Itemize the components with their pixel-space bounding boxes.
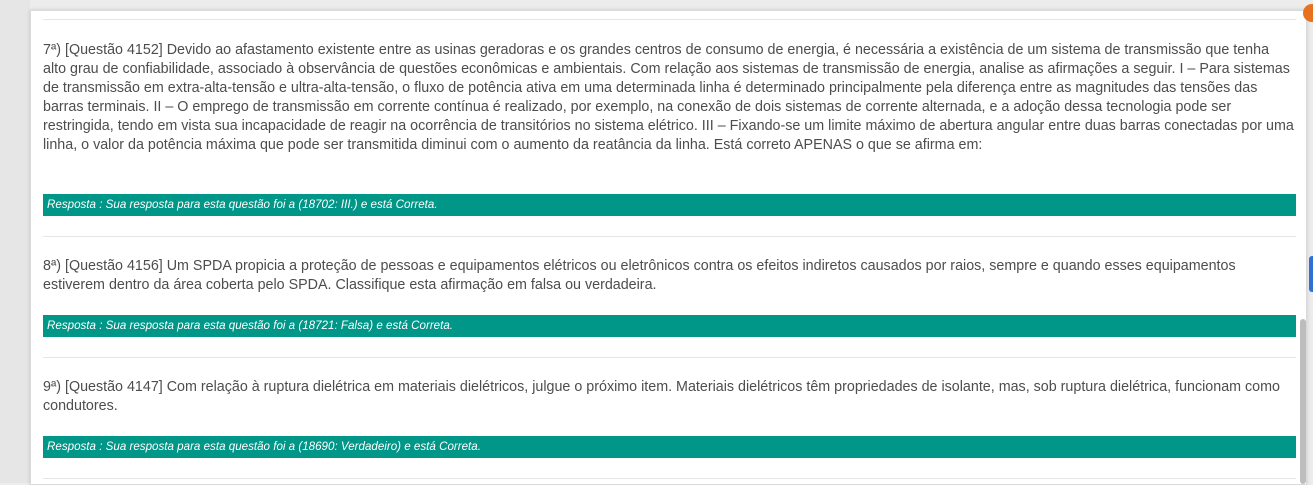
question-text: 9ª) [Questão 4147] Com relação à ruptura dielétrica em materiais dielétricos, julgue o próximo item. Materiais dielétricos têm propriedades de isolante, mas, sob ruptura dielétrica, funcionam como condutores. — [43, 379, 1280, 414]
question-item-9 — [43, 378, 1296, 453]
answer-banner: Resposta : Sua resposta para esta questão foi a (18702: III.) e está Correta. — [43, 194, 1296, 216]
divider — [43, 478, 1296, 479]
results-panel — [30, 10, 1307, 485]
background-left-sidebar — [0, 0, 30, 483]
question-item-7 — [43, 41, 1296, 211]
scrollbar-thumb[interactable] — [1300, 319, 1306, 484]
divider — [43, 236, 1296, 237]
divider — [43, 357, 1296, 358]
answer-banner: Resposta : Sua resposta para esta questão foi a (18721: Falsa) e está Correta. — [43, 315, 1296, 337]
question-text: 7ª) [Questão 4152] Devido ao afastamento existente entre as usinas geradoras e os grandes centros de consumo de energia, é necessária a existência de um sistema de transmissão que tenha alto grau de confiabilidade, associado à observância de questões econômicas e ambientais. Com relação aos sistemas de transmissão de energia, analise as afirmações a seguir. I – Para sistemas de transmissão em extra-alta-tensão e ultra-alta-tensão, o fluxo de potência ativa em uma determinada linha é determinado principalmente pela diferença entre as magnitudes das tensões das barras terminais. II – O emprego de transmissão em corrente contínua é realizado, por exemplo, na conexão de dois sistemas de corrente alternada, e a adoção dessa tecnologia pode ser restringida, tendo em vista sua incapacidade de reagir na ocorrência de transitórios no sistema elétrico. III – Fixando-se um limite máximo de abertura angular entre duas barras conectadas por uma linha, o valor da potência máxima que pode ser transmitida diminui com o aumento da reatância da linha. Está correto APENAS o que se afirma em: — [43, 42, 1294, 153]
question-item-8 — [43, 257, 1296, 332]
side-tab-handle[interactable] — [1309, 256, 1313, 292]
question-text: 8ª) [Questão 4156] Um SPDA propicia a proteção de pessoas e equipamentos elétricos ou eletrônicos contra os efeitos indiretos causados por raios, sempre e quando esses equipamentos estiverem dentro da área coberta pelo SPDA. Classifique esta afirmação em falsa ou verdadeira. — [43, 258, 1236, 293]
answer-banner: Resposta : Sua resposta para esta questão foi a (18690: Verdadeiro) e está Correta. — [43, 436, 1296, 458]
divider — [43, 19, 1296, 20]
